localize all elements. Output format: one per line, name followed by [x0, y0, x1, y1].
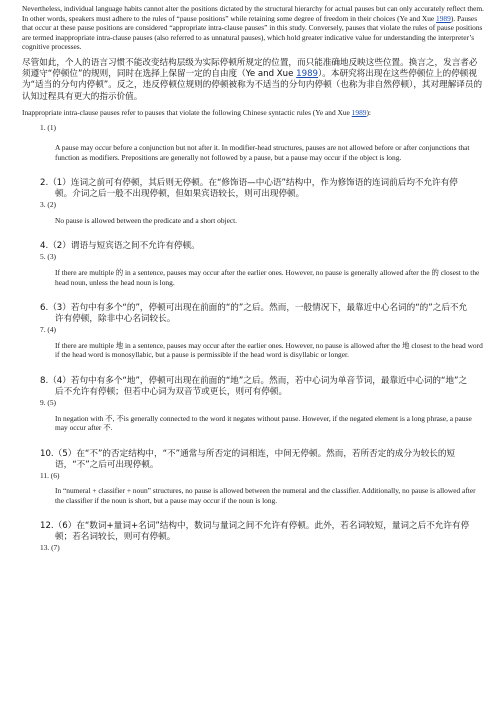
list-item-text: If there are multiple 的 in a sentence, pauses may occur after the earlier ones. However, no pause is generally allowed after the 的 closest to the head noun, unless the head noun is long. — [55, 267, 480, 287]
list-item-text: （5）在“不”的否定结构中，“不”通常与所否定的词相连，中间无停顿。然而，若所否定的成分为较长的短 — [53, 448, 456, 459]
citation-link[interactable]: 1989 — [436, 13, 451, 23]
list-item-number: 6. — [40, 303, 49, 314]
intro-paragraph-en — [22, 4, 484, 52]
list-item-zh — [40, 241, 484, 252]
list-item-number: 9. (5) — [40, 397, 57, 407]
list-item-text: In “numeral + classifier + noun” structures, no pause is allowed between the numeral and the classifier. Additionally, no pause is allowed after the classifier if the noun is short, but a pause may occur if the noun is long. — [55, 486, 476, 505]
list-item-text: 语，“不”之后可出现停顿。 — [55, 459, 159, 470]
list-item-number: 10. — [40, 448, 54, 459]
list-item-text: 顿；若名词较长，则可有停顿。 — [55, 532, 176, 543]
list-item-zh — [40, 376, 484, 398]
list-item-text: No pause is allowed between the predicate and a short object. — [55, 215, 238, 225]
text: 尽管如此，个人的语言习惯不能改变结构层级为实际停顿所规定的位置，而只能准确地反映这些位置。换言之，发言者必须遵守“停顿位”的规则，同时在选择上保留一定的自由度（Ye and Xue — [22, 57, 478, 80]
text: Nevertheless, individual language habits cannot alter the positions dictated by the structural hierarchy for actual pauses but can only accurately reflect them. In other words, speakers must adhere to the rules of “pause positions” while retaining some degree of freedom in their choices (Ye and Xue — [22, 4, 484, 23]
rules-intro-paragraph — [22, 108, 484, 118]
list-item-number: 7. (4) — [40, 325, 57, 335]
list-item-number: 4. — [40, 241, 49, 252]
list-item-text: （2）谓语与短宾语之间不允许有停顿。 — [48, 241, 200, 252]
list-item-text: 许有停顿，除非中心名词较长。 — [55, 314, 176, 325]
list-item-zh — [40, 449, 484, 471]
list-item-text: （6）在“数词+量词+名词”结构中，数词与量词之间不允许有停顿。此外，若名词较短，量词之后不允许有停 — [53, 521, 470, 532]
list-item-text: （3）若句中有多个“的”，停顿可出现在前面的“的”之后。然而，一般情况下，最靠近中心名词的“的”之后不允 — [48, 303, 468, 314]
list-item-number: 1. (1) — [40, 123, 57, 133]
text: ). Pauses that occur at these pause positions are considered “appropriate intra-clause pauses” in this study. Conversely, pauses that violate the rules of pause positions are termed inappropriate intra-clause pauses (also referred to as unnatural pauses), which hold greater indicative value for understanding the interpreter’s cognitive processes. — [22, 13, 483, 52]
list-item-number: 2. — [40, 178, 49, 189]
text: ): — [366, 107, 371, 117]
list-item-text: A pause may occur before a conjunction but not after it. In modifier-head structures, pauses are not allowed before or after conjunctions that function as modifiers. Prepositions are generally not followed by a pause, but a pause may occur if the object is long. — [55, 142, 470, 162]
citation-link[interactable]: 1989 — [296, 69, 319, 80]
text: ）。本研究将出现在这些停顿位上的停顿视为“适当的分句内停顿”。反之，违反停顿位规则的停顿被称为不适当的分句内停顿（也称为非自然停顿），其对理解译员的认知过程具有更大的指示价值。 — [22, 69, 483, 102]
text: Inappropriate intra-clause pauses refer to pauses that violate the following Chinese syntactic rules (Ye and Xue — [22, 107, 352, 117]
list-item-number: 3. (2) — [40, 200, 57, 210]
list-item-text: （4）若句中有多个“地”，停顿可出现在前面的“地”之后。然而，若中心词为单音节词，最靠近中心词的“地”之 — [48, 375, 468, 386]
list-item-zh — [40, 178, 484, 200]
list-item-text: （1）连词之前可有停顿，其后则无停顿。在“修饰语—中心语”结构中，作为修饰语的连词前后均不允许有停 — [48, 178, 458, 189]
list-item-text: 顿。介词之后一般不出现停顿，但如果宾语较长，则可出现停顿。 — [55, 189, 305, 200]
list-item-text: 后不允许有停顿；但若中心词为双音节或更长，则可有停顿。 — [55, 386, 288, 397]
list-item-number: 5. (3) — [40, 252, 57, 262]
intro-paragraph-zh — [22, 58, 484, 103]
citation-link[interactable]: 1989 — [351, 107, 367, 117]
document-page — [22, 4, 484, 553]
list-item-number: 11. (6) — [40, 470, 60, 480]
list-item-number: 12. — [40, 521, 54, 532]
list-item-text: In negation with 不, 不is generally connected to the word it negates without pause. However, if the negated element is a long phrase, a pause may occur after 不. — [55, 413, 472, 433]
list-item-text: If there are multiple 地 in a sentence, pauses may occur after the earlier ones. However, no pause is allowed after the 地 closest to the head word if the head word is monosyllabic, but a pause is permissible if the head word is disyllabic or longer. — [55, 340, 483, 360]
list-item-zh — [40, 521, 484, 543]
list-item-number: 13. (7) — [40, 543, 60, 553]
list-item-zh — [40, 303, 484, 325]
list-item-number: 8. — [40, 375, 49, 386]
